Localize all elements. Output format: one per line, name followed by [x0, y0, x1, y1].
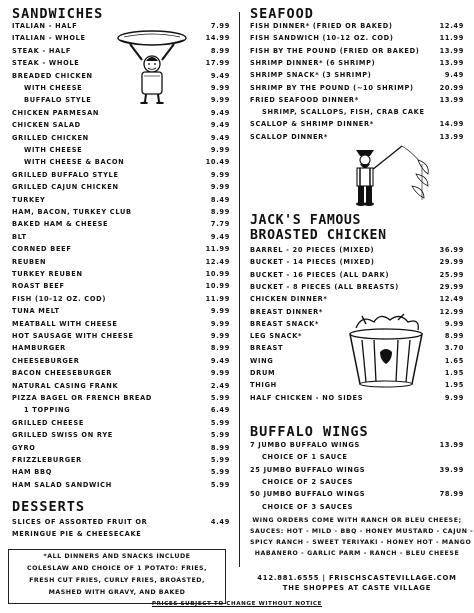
menu-item-price: 9.99 — [210, 369, 230, 378]
menu-item-name: SHRIMP SNACK* (3 SHRIMP) — [250, 71, 372, 80]
menu-item-name: TUNA MELT — [12, 307, 60, 316]
menu-item-price: 9.99 — [444, 319, 464, 328]
broasted-heading-line-2: BROASTED CHICKEN — [250, 228, 387, 243]
menu-item-price: 9.99 — [210, 146, 230, 154]
desserts-heading: DESSERTS — [12, 499, 86, 515]
menu-item-name: GRILLED BUFFALO STYLE — [12, 170, 119, 179]
menu-item-price: 9.99 — [444, 393, 464, 402]
dinner-note-line: *ALL DINNERS AND SNACKS INCLUDE — [43, 553, 191, 560]
menu-item-name: SCALLOP DINNER* — [250, 132, 329, 141]
dinner-note-line: COLESLAW AND CHOICE OF 1 POTATO: FRIES, — [27, 565, 207, 572]
menu-item-name: FRIED SEAFOOD DINNER* — [250, 95, 359, 104]
menu-item-name: THIGH — [250, 381, 277, 390]
menu-item-name: GRILLED CHICKEN — [12, 133, 89, 142]
menu-item-price: 5.99 — [210, 468, 230, 477]
menu-item-name: FISH SANDWICH (10-12 OZ. COD) — [250, 34, 394, 43]
menu-item-name: DRUM — [250, 369, 276, 377]
menu-item-price: 12.49 — [439, 295, 464, 304]
menu-item-price: 9.99 — [210, 183, 230, 192]
menu-item-name: NATURAL CASING FRANK — [12, 381, 119, 390]
menu-item-price: 9.49 — [210, 356, 230, 365]
menu-item-price: 5.99 — [210, 418, 230, 427]
menu-item-price: 20.99 — [439, 83, 464, 92]
menu-item-price: 5.99 — [210, 480, 230, 489]
menu-item-name: CHOICE OF 2 SAUCES — [262, 477, 354, 486]
menu-item-name: WING — [250, 356, 274, 365]
menu-item-name: 1 TOPPING — [24, 406, 71, 415]
chicken-bucket-illustration — [338, 312, 434, 388]
dessert-line-1: SLICES OF ASSORTED FRUIT OR — [12, 518, 148, 526]
menu-item-name: ITALIAN - HALF — [12, 22, 78, 30]
menu-item-name: BREAST DINNER* — [250, 307, 324, 316]
menu-item-price: 11.99 — [439, 34, 464, 43]
menu-item-price: 25.99 — [439, 270, 464, 279]
menu-item-name: GRILLED CAJUN CHICKEN — [12, 183, 119, 192]
menu-item-name: WITH CHEESE — [24, 84, 83, 92]
menu-item-name: WITH CHEESE — [24, 146, 83, 154]
menu-item-name: FRIZZLEBURGER — [12, 456, 82, 464]
buffalo-heading: BUFFALO WINGS — [250, 424, 369, 440]
menu-item-name: HAM SALAD SANDWICH — [12, 480, 112, 489]
chef-sandwich-illustration — [112, 28, 192, 104]
menu-item-price: 1.95 — [444, 369, 464, 377]
menu-item-price: 9.99 — [210, 332, 230, 340]
menu-item-name: CORNED BEEF — [12, 245, 72, 254]
menu-item-name: FISH BY THE POUND (FRIED OR BAKED) — [250, 46, 420, 55]
menu-item-price: 13.99 — [439, 132, 464, 141]
menu-item-price: 36.99 — [439, 246, 464, 254]
menu-item-name: CHICKEN PARMESAN — [12, 108, 100, 117]
menu-item-name: GYRO — [12, 443, 36, 452]
price-disclaimer: PRICES SUBJECT TO CHANGE WITHOUT NOTICE — [151, 601, 323, 607]
menu-item-name: HAM BBQ — [12, 468, 53, 477]
menu-item-name: HALF CHICKEN - NO SIDES — [250, 393, 364, 402]
menu-item-price: 2.49 — [210, 381, 230, 390]
address-line: THE SHOPPES AT CASTE VILLAGE — [282, 584, 432, 592]
broasted-heading-line-1: JACK'S FAMOUS — [250, 213, 362, 228]
dessert-line-2: MERINGUE PIE & CHEESECAKE — [12, 530, 142, 538]
menu-item-name: ITALIAN - WHOLE — [12, 34, 86, 43]
menu-item-price: 8.99 — [444, 332, 464, 341]
menu-item-name: BLT — [12, 232, 27, 241]
menu-item-name: SHRIMP DINNER* (6 SHRIMP) — [250, 58, 376, 67]
menu-item-price: 8.99 — [210, 208, 230, 216]
menu-item-price: 14.99 — [439, 120, 464, 129]
menu-item-name: HOT SAUSAGE WITH CHEESE — [12, 332, 134, 340]
menu-item-name: BUFFALO STYLE — [24, 96, 92, 105]
menu-item-price: 9.99 — [210, 84, 230, 92]
menu-item-price: 5.99 — [210, 394, 230, 402]
menu-item-name: CHICKEN DINNER* — [250, 295, 328, 304]
menu-item-name: MEATBALL WITH CHEESE — [12, 319, 118, 328]
menu-item-price: 13.99 — [439, 95, 464, 104]
menu-item-price: 39.99 — [439, 465, 464, 474]
contact-line: 412.881.6555 | FRISCHSCASTEVILLAGE.COM — [257, 574, 457, 582]
menu-item-name: ROAST BEEF — [12, 282, 65, 291]
menu-item-name: WITH CHEESE & BACON — [24, 158, 125, 167]
menu-item-name: SHRIMP, SCALLOPS, FISH, CRAB CAKE — [262, 108, 425, 117]
menu-item-price: 11.99 — [205, 294, 230, 303]
menu-item-price: 9.49 — [444, 71, 464, 80]
dinner-note-box — [8, 549, 226, 604]
menu-item-price: 8.99 — [210, 443, 230, 452]
column-divider — [239, 12, 240, 567]
menu-item-price: 9.49 — [210, 71, 230, 80]
wing-note: WING ORDERS COME WITH RANCH OR BLEU CHEESE; — [252, 517, 462, 524]
menu-item-name: CHICKEN SALAD — [12, 121, 81, 130]
menu-item-price: 78.99 — [439, 490, 464, 499]
menu-item-price: 9.99 — [210, 319, 230, 328]
menu-item-name: SHRIMP BY THE POUND (~10 SHRIMP) — [250, 83, 414, 92]
menu-item-name: STEAK - HALF — [12, 46, 72, 55]
menu-item-price: 13.99 — [439, 441, 464, 449]
menu-item-name: 7 JUMBO BUFFALO WINGS — [250, 441, 360, 449]
menu-item-price: 13.99 — [439, 46, 464, 55]
menu-item-price: 12.49 — [439, 22, 464, 30]
menu-item-name: 25 JUMBO BUFFALO WINGS — [250, 465, 366, 474]
menu-item-price: 7.99 — [210, 22, 230, 30]
menu-item-price: 14.99 — [205, 34, 230, 43]
menu-item-name: PIZZA BAGEL OR FRENCH BREAD — [12, 394, 153, 402]
dinner-note-line: MASHED WITH GRAVY, AND BAKED — [48, 589, 186, 596]
menu-item-price: 8.99 — [210, 344, 230, 353]
menu-item-name: BREADED CHICKEN — [12, 71, 93, 80]
menu-item-price: 9.99 — [210, 170, 230, 179]
menu-item-price: 9.49 — [210, 108, 230, 117]
menu-item-name: TURKEY REUBEN — [12, 270, 83, 278]
sandwiches-heading: SANDWICHES — [12, 6, 104, 22]
wing-note: HABANERO - GARLIC PARM - RANCH - BLEU CHEESE — [254, 550, 460, 557]
seafood-heading: SEAFOOD — [250, 6, 314, 22]
menu-item-name: LEG SNACK* — [250, 332, 303, 341]
menu-item-price: 17.99 — [205, 59, 230, 68]
menu-item-name: CHEESEBURGER — [12, 356, 80, 365]
menu-item-price: 1.95 — [444, 381, 464, 390]
menu-item-name: BARREL - 20 PIECES (MIXED) — [250, 246, 375, 254]
menu-item-name: SCALLOP & SHRIMP DINNER* — [250, 120, 374, 129]
menu-item-name: CHOICE OF 1 SAUCE — [262, 453, 348, 462]
menu-item-price: 9.99 — [210, 307, 230, 316]
menu-item-name: STEAK - WHOLE — [12, 59, 80, 68]
menu-item-name: GRILLED SWISS ON RYE — [12, 431, 114, 440]
menu-item-price: 5.99 — [210, 431, 230, 440]
fisherman-illustration — [342, 142, 440, 208]
menu-item-name: 50 JUMBO BUFFALO WINGS — [250, 490, 366, 499]
menu-item-price: 13.99 — [439, 58, 464, 67]
menu-item-name: HAMBURGER — [12, 344, 66, 353]
dinner-note-line: FRESH CUT FRIES, CURLY FRIES, BROASTED, — [29, 577, 205, 584]
menu-item-name: TURKEY — [12, 195, 46, 204]
menu-item-price: 5.99 — [210, 456, 230, 464]
menu-item-price: 12.49 — [205, 257, 230, 266]
menu-item-name: BUCKET - 14 PIECES (MIXED) — [250, 258, 375, 267]
menu-item-name: FISH (10-12 OZ. COD) — [12, 294, 107, 303]
menu-item-name: CHOICE OF 3 SAUCES — [262, 502, 354, 511]
dessert-price: 4.49 — [210, 518, 230, 526]
menu-item-name: BACON CHEESEBURGER — [12, 369, 113, 378]
menu-item-price: 29.99 — [439, 258, 464, 267]
menu-item-name: BREAST SNACK* — [250, 319, 320, 328]
menu-item-price: 8.99 — [210, 46, 230, 55]
menu-item-name: BAKED HAM & CHEESE — [12, 220, 109, 229]
menu-item-name: BUCKET - 8 PIECES (ALL BREASTS) — [250, 282, 399, 291]
menu-item-name: GRILLED CHEESE — [12, 418, 85, 427]
menu-item-name: FISH DINNER* (FRIED OR BAKED) — [250, 22, 393, 30]
menu-item-price: 11.99 — [205, 245, 230, 254]
menu-item-price: 1.65 — [444, 356, 464, 365]
menu-item-price: 10.99 — [205, 282, 230, 291]
menu-item-price: 12.99 — [439, 307, 464, 316]
menu-item-price: 3.70 — [444, 344, 464, 353]
menu-item-name: BREAST — [250, 344, 284, 353]
menu-item-price: 29.99 — [439, 282, 464, 291]
menu-item-price: 7.79 — [210, 220, 230, 229]
menu-item-price: 10.99 — [205, 270, 230, 278]
menu-item-price: 9.49 — [210, 133, 230, 142]
wing-note: SPICY RANCH - SWEET TERIYAKI - HONEY HOT - MANGO — [250, 539, 472, 546]
menu-item-name: BUCKET - 16 PIECES (ALL DARK) — [250, 270, 390, 279]
menu-item-price: 9.49 — [210, 232, 230, 241]
wing-note: SAUCES: HOT - MILD - BBQ - HONEY MUSTARD - CAJUN - — [250, 528, 474, 535]
menu-item-price: 10.49 — [205, 158, 230, 167]
menu-item-price: 8.49 — [210, 195, 230, 204]
menu-item-price: 9.99 — [210, 96, 230, 105]
menu-item-name: HAM, BACON, TURKEY CLUB — [12, 208, 132, 216]
menu-item-price: 6.49 — [210, 406, 230, 415]
menu-item-name: REUBEN — [12, 257, 47, 266]
menu-item-price: 9.49 — [210, 121, 230, 130]
